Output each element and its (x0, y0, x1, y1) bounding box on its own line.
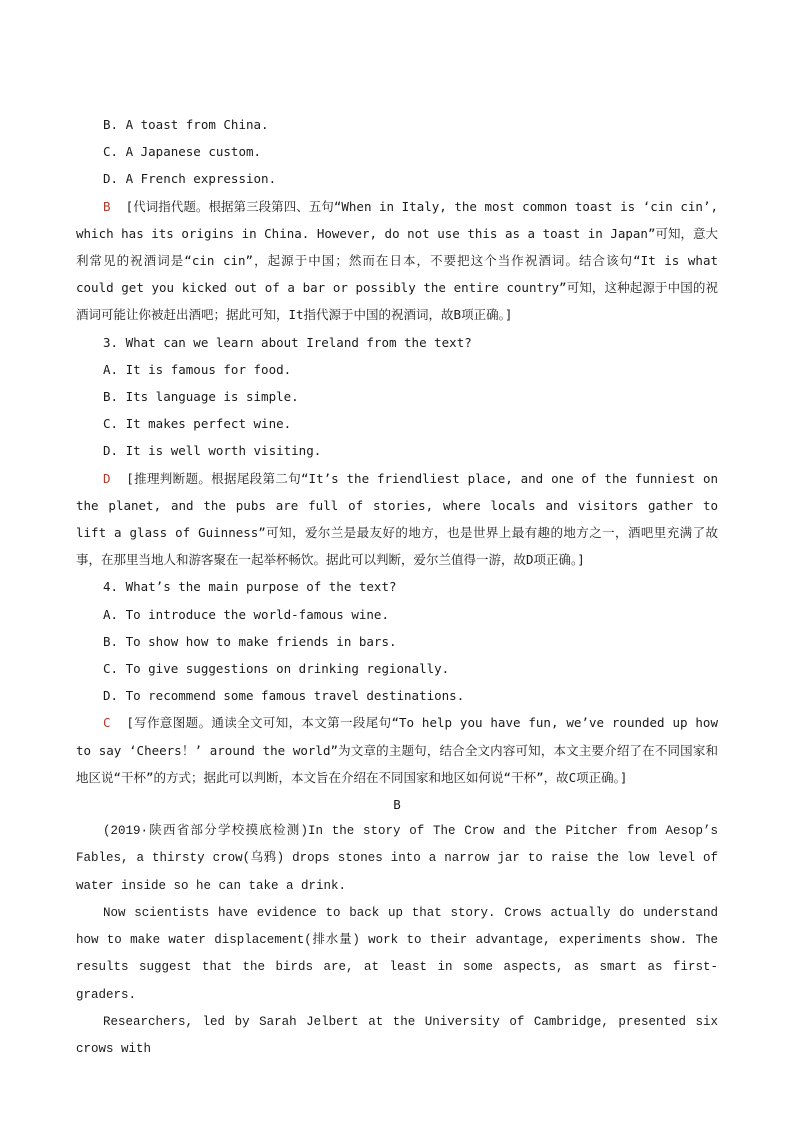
answer-explanation (76, 709, 718, 791)
answer-explanation (76, 193, 718, 329)
explanation-text: [推理判断题。根据尾段第二句“It’s the friendliest place, and one of the funniest on the planet, and the pubs are full of stories, where locals and visitors gather to lift a glass of Guinness”可知，爱尔兰是最友好的地方，也是世界上最有趣的地方之一，酒吧里充满了故事，在那里当地人和游客聚在一起举杯畅饮。据此可以判断，爱尔兰值得一游，故D项正确。] (76, 470, 718, 568)
option-a: A. To introduce the world-famous wine. (103, 606, 389, 622)
document-page (76, 111, 718, 1063)
option-c: C. It makes perfect wine. (103, 416, 292, 432)
option-b: B. A toast from China. (103, 117, 269, 132)
answer-letter: D (103, 470, 111, 486)
passage-paragraph: Researchers, led by Sarah Jelbert at the University of Cambridge, presented six crows with (76, 1014, 718, 1056)
option-b: B. Its language is simple. (103, 389, 299, 405)
option-c: C. A Japanese custom. (103, 144, 262, 160)
option-d: D. A French expression. (103, 171, 277, 187)
section-heading: B (393, 797, 401, 813)
passage-paragraph: Now scientists have evidence to back up that story. Crows actually do understand how to make water displacement(排水量) work to their advantage, experiments show. The results suggest that the birds are, at least in some aspects, as smart as first-graders. (76, 905, 718, 1002)
answer-letter: B (103, 198, 111, 214)
explanation-text: [代词指代题。根据第三段第四、五句“When in Italy, the most common toast is ‘cin cin’, which has its origins in China. However, do not use this as a toast in Japan”可知，意大利常见的祝酒词是“cin cin”，起源于中国；然而在日本，不要把这个当作祝酒词。结合该句“It is what could get you kicked out of a bar or possibly the entire country”可知，这种起源于中国的祝酒词可能让你被赶出酒吧；据此可知，It指代源于中国的祝酒词，故B项正确。] (76, 198, 718, 323)
answer-explanation (76, 465, 718, 574)
option-a: A. It is famous for food. (103, 361, 292, 377)
option-d: D. It is well worth visiting. (103, 443, 322, 459)
option-b: B. To show how to make friends in bars. (103, 633, 397, 649)
passage-paragraph: (2019·陕西省部分学校摸底检测)In the story of The Crow and the Pitcher from Aesop’s Fables, a thirsty crow(乌鸦) drops stones into a narrow jar to raise the low level of water inside so he can take a drink. (76, 824, 718, 893)
question-text: 3. What can we learn about Ireland from the text? (103, 334, 472, 350)
option-c: C. To give suggestions on drinking regionally. (103, 661, 450, 677)
answer-letter: C (103, 715, 111, 731)
question-text: 4. What’s the main purpose of the text? (103, 579, 397, 595)
explanation-text: [写作意图题。通读全文可知，本文第一段尾句“To help you have fun, we’ve rounded up how to say ‘Cheers！’ around the world”为文章的主题句，结合全文内容可知，本文主要介绍了在不同国家和地区说“干杯”的方式；据此可以判断，本文旨在介绍在不同国家和地区如何说“干杯”，故C项正确。] (76, 715, 718, 785)
option-d: D. To recommend some famous travel destinations. (103, 688, 465, 704)
